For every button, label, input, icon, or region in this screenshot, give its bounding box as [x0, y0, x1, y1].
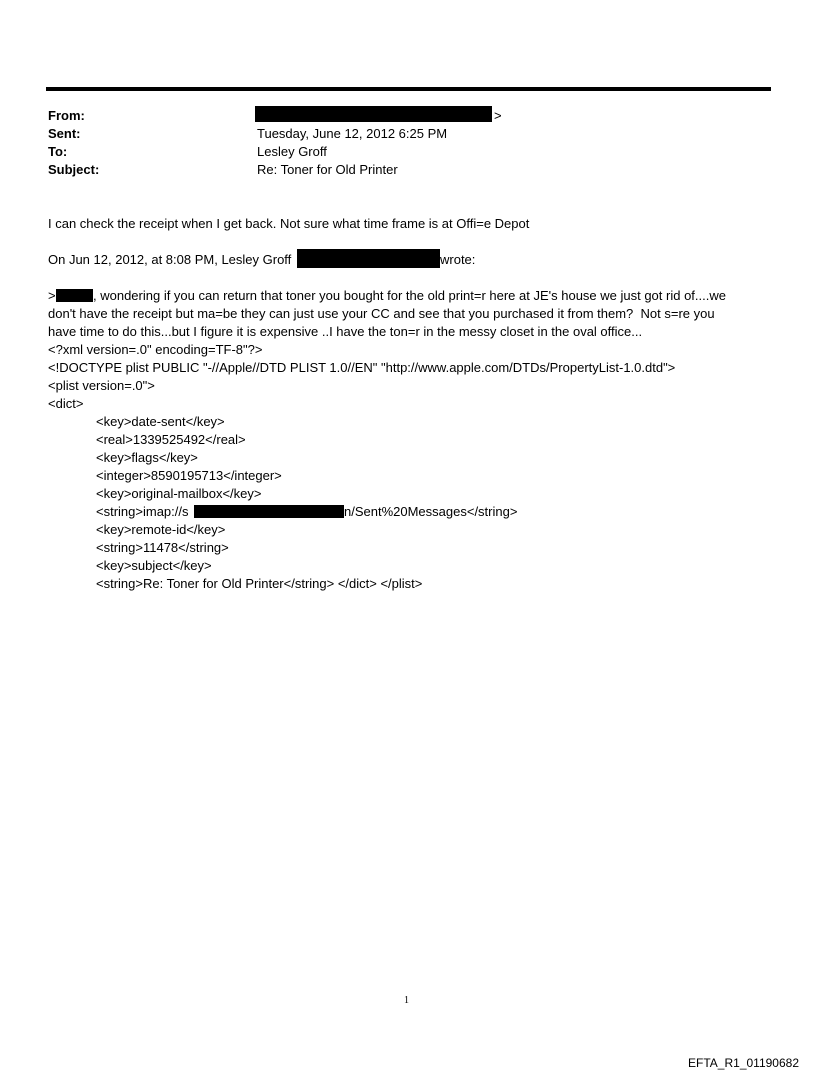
plist-value-remote-id: <string>11478</string> [96, 540, 229, 555]
subject-value: Re: Toner for Old Printer [257, 162, 398, 177]
from-label: From: [48, 108, 85, 123]
plist-open: <plist version=.0"> [48, 378, 155, 393]
quoted-line-1-prefix: > [48, 288, 56, 303]
redaction-mailbox-address [194, 505, 344, 518]
quoted-line-1-text: , wondering if you can return that toner you bought for the old print=r here at JE's house we just got rid of....we [93, 288, 726, 303]
plist-key-flags: <key>flags</key> [96, 450, 198, 465]
document-id: EFTA_R1_01190682 [688, 1056, 799, 1070]
reply-text: I can check the receipt when I get back. Not sure what time frame is at Offi=e Depot [48, 216, 530, 231]
plist-value-date-sent: <real>1339525492</real> [96, 432, 246, 447]
xml-declaration: <?xml version=.0" encoding=TF-8"?> [48, 342, 263, 357]
page-number: 1 [404, 995, 409, 1006]
plist-key-remote-id: <key>remote-id</key> [96, 522, 226, 537]
dict-open: <dict> [48, 396, 84, 411]
from-value-suffix: > [494, 108, 502, 123]
plist-key-subject: <key>subject</key> [96, 558, 212, 573]
quoted-line-2: don't have the receipt but ma=be they can just use your CC and see that you purchased it from them? Not s=re you [48, 306, 715, 321]
doctype-line: <!DOCTYPE plist PUBLIC "-//Apple//DTD PLIST 1.0//EN" "http://www.apple.com/DTDs/PropertyList-1.0.dtd"> [48, 360, 676, 375]
plist-value-mailbox-suffix: n/Sent%20Messages</string> [344, 504, 518, 519]
plist-key-original-mailbox: <key>original-mailbox</key> [96, 486, 262, 501]
redaction-sender-email [297, 249, 440, 268]
plist-key-date-sent: <key>date-sent</key> [96, 414, 225, 429]
quote-intro-suffix: wrote: [440, 252, 476, 267]
plist-value-flags: <integer>8590195713</integer> [96, 468, 282, 483]
quote-intro-prefix: On Jun 12, 2012, at 8:08 PM, Lesley Groff [48, 252, 292, 267]
subject-label: Subject: [48, 162, 100, 177]
header-divider [46, 87, 771, 91]
redaction-recipient-name [56, 289, 93, 302]
sent-value: Tuesday, June 12, 2012 6:25 PM [257, 126, 448, 141]
sent-label: Sent: [48, 126, 81, 141]
to-value: Lesley Groff [257, 144, 327, 159]
plist-value-subject-close: <string>Re: Toner for Old Printer</string> </dict> </plist> [96, 576, 423, 591]
redaction-from-address [255, 106, 492, 122]
to-label: To: [48, 144, 68, 159]
plist-value-mailbox-prefix: <string>imap://s [96, 504, 189, 519]
quoted-line-3: have time to do this...but I figure it is expensive ..I have the ton=r in the messy closet in the oval office... [48, 324, 643, 339]
